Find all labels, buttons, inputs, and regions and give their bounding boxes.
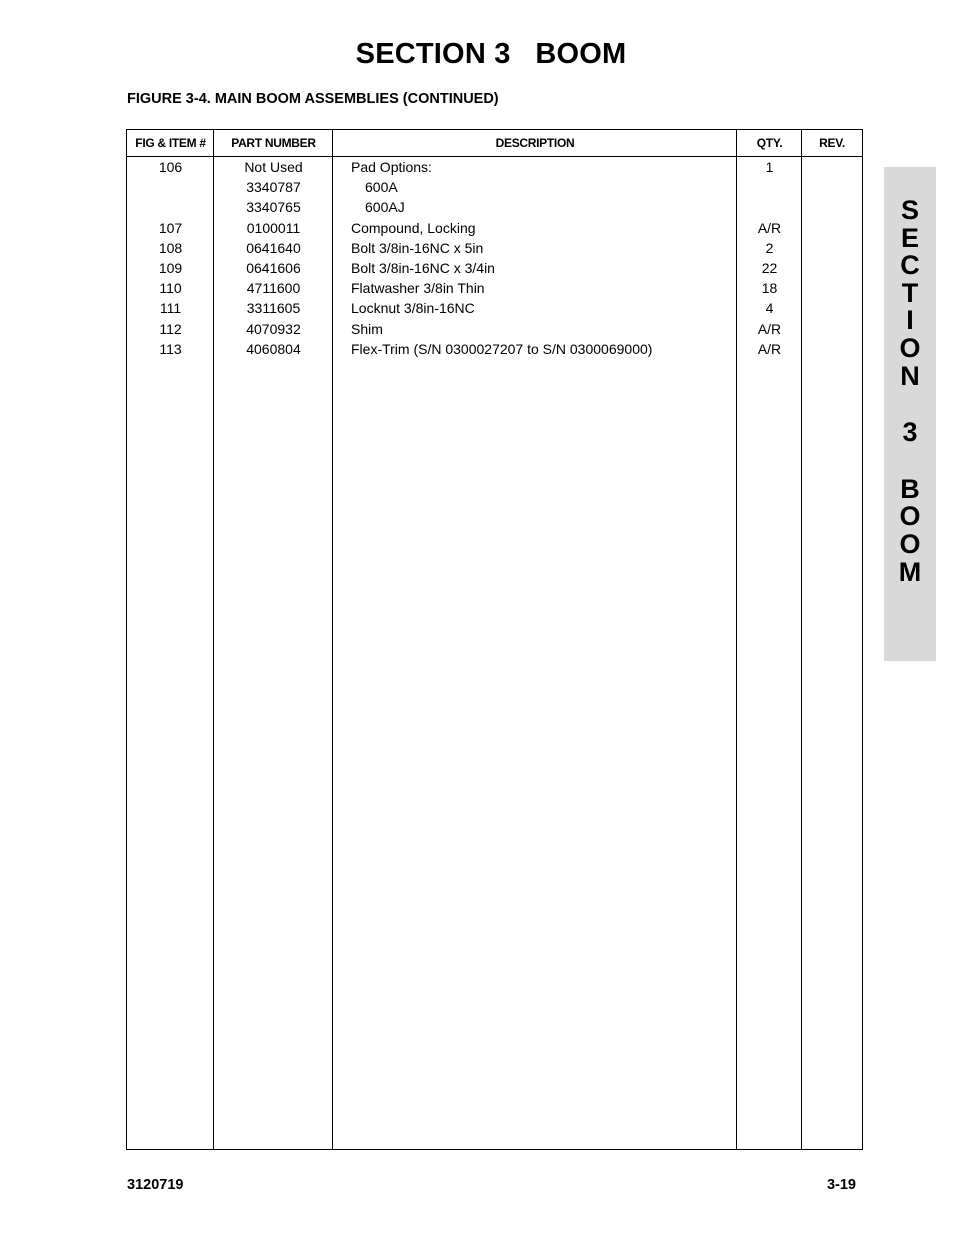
part-number: 4060804	[246, 340, 301, 357]
side-tab-letter: I	[906, 305, 914, 336]
quantity: 4	[765, 300, 774, 317]
side-tab-text	[884, 197, 936, 586]
part-number: 4711600	[246, 280, 301, 297]
page-title: SECTION 3 BOOM	[355, 38, 627, 70]
part-number: 3311605	[246, 300, 301, 317]
description: Pad Options:	[351, 159, 432, 175]
table-row	[127, 319, 862, 339]
table-row	[127, 278, 862, 298]
side-tab-letter: T	[901, 277, 919, 308]
table-row	[127, 238, 862, 258]
side-tab-letter: O	[899, 528, 921, 559]
item-number: 107	[158, 219, 183, 236]
table-row	[127, 298, 862, 318]
item-number: 110	[159, 280, 182, 297]
item-number: 112	[159, 320, 182, 337]
part-number: 3340765	[246, 199, 301, 216]
table-row	[127, 218, 862, 238]
side-tab-letter: O	[899, 332, 921, 363]
side-tab-number: 3	[902, 417, 918, 448]
section-side-tab	[884, 167, 936, 661]
side-tab-letter: C	[900, 250, 920, 281]
side-tab-letter: B	[900, 473, 920, 504]
item-number: 106	[158, 159, 183, 175]
header-description: DESCRIPTION	[495, 136, 575, 150]
quantity: A/R	[757, 320, 782, 337]
table-row	[127, 339, 862, 359]
table-row	[127, 197, 862, 217]
header-item: FIG & ITEM #	[135, 136, 206, 150]
description: 600AJ	[365, 199, 405, 216]
description: Shim	[351, 320, 383, 337]
quantity: 2	[765, 239, 774, 256]
side-tab-letter: E	[900, 222, 919, 253]
figure-title: FIGURE 3-4. MAIN BOOM ASSEMBLIES (CONTINUED)	[127, 91, 499, 107]
item-number: 109	[158, 259, 183, 276]
part-number: 4070932	[246, 320, 301, 337]
side-tab-letter: M	[898, 556, 922, 587]
description: Compound, Locking	[351, 219, 476, 236]
side-tab-letter: O	[899, 501, 921, 532]
quantity: A/R	[757, 219, 782, 236]
description: Flatwasher 3/8in Thin	[351, 280, 485, 297]
table-row	[127, 258, 862, 278]
item-number: 111	[159, 300, 182, 317]
table-row	[127, 157, 862, 177]
quantity: A/R	[757, 340, 782, 357]
spacer	[884, 390, 936, 419]
parts-table	[126, 129, 863, 1150]
part-number: 0641606	[246, 259, 301, 276]
document-number: 3120719	[127, 1177, 184, 1193]
description: 600A	[365, 179, 398, 196]
part-number: 0641640	[246, 239, 301, 256]
part-number: 3340787	[246, 179, 301, 196]
side-tab-letter: N	[900, 360, 920, 391]
table-body	[127, 157, 862, 359]
spacer	[884, 447, 936, 476]
side-tab-letter: S	[900, 195, 919, 225]
table-row	[127, 177, 862, 197]
item-number: 113	[159, 340, 182, 357]
item-number: 108	[158, 239, 183, 256]
part-number: 0100011	[246, 219, 301, 236]
page-number: 3-19	[826, 1177, 856, 1193]
description: Locknut 3/8in-16NC	[351, 300, 475, 317]
quantity: 18	[761, 280, 778, 297]
header-qty: QTY.	[756, 136, 783, 150]
header-part-number: PART NUMBER	[231, 136, 316, 150]
header-rev: REV.	[819, 136, 845, 150]
description: Bolt 3/8in-16NC x 3/4in	[351, 259, 495, 276]
description: Flex-Trim (S/N 0300027207 to S/N 0300069000)	[351, 340, 653, 357]
quantity: 1	[765, 159, 774, 175]
part-number: Not Used	[244, 159, 303, 175]
description: Bolt 3/8in-16NC x 5in	[351, 239, 484, 256]
quantity: 22	[761, 259, 778, 276]
